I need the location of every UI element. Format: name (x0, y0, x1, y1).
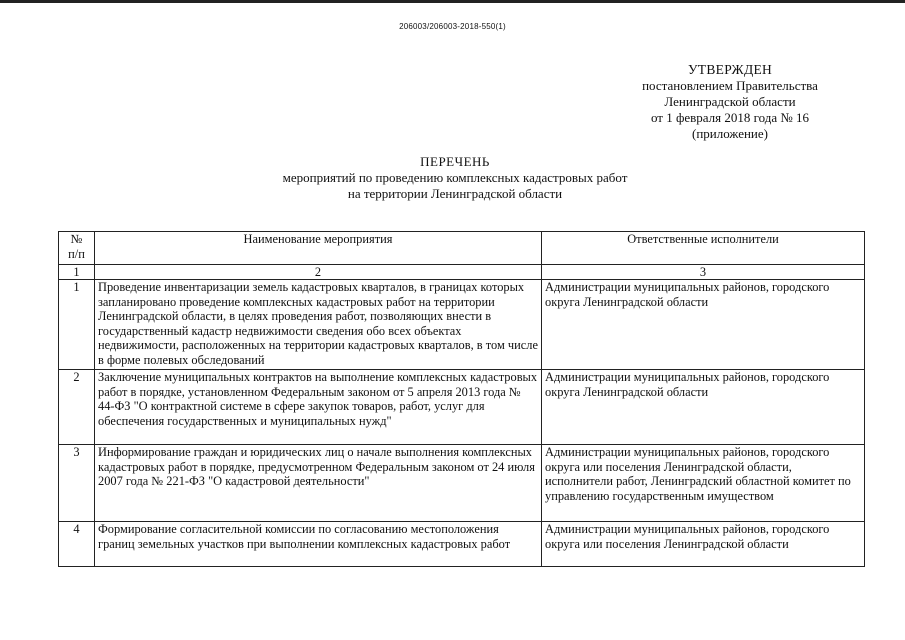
row-executors: Администрации муниципальных районов, городского округа Ленинградской области (542, 280, 865, 370)
page-top-edge (0, 0, 905, 3)
row-measure-name: Формирование согласительной комиссии по согласованию местоположения границ земельных участков при выполнении комплексных кадастровых работ (95, 522, 542, 567)
column-numbers-row (59, 265, 865, 280)
row-number: 1 (59, 280, 95, 370)
row-executors: Администрации муниципальных районов, городского округа Ленинградской области (542, 370, 865, 445)
row-measure-name: Заключение муниципальных контрактов на выполнение комплексных кадастровых работ в порядке, установленном Федеральным законом от 5 апреля 2013 года № 44-ФЗ "О контрактной системе в сфере закупок товаров, работ, услуг для обеспечения государственных и муниципальных нужд" (95, 370, 542, 445)
header-name: Наименование мероприятия (95, 232, 542, 265)
document-id: 206003/206003-2018-550(1) (399, 22, 506, 31)
approval-line-1: постановлением Правительства (642, 78, 818, 93)
header-executors: Ответственные исполнители (542, 232, 865, 265)
row-number: 2 (59, 370, 95, 445)
table-row (59, 445, 865, 522)
heading-subtitle-1: мероприятий по проведению комплексных кадастровых работ (282, 170, 628, 185)
row-measure-name: Проведение инвентаризации земель кадастровых кварталов, в границах которых запланировано проведение комплексных кадастровых работ на территории Ленинградской области, в целях проведения работ, позволяющих внести в государственный кадастр недвижимости сведения обо всех объектах недвижимости, расположенных на территории кадастровых кварталов, в том числе в форме полевых обследований (95, 280, 542, 370)
row-number: 3 (59, 445, 95, 522)
heading-subtitle-2: на территории Ленинградской области (347, 186, 563, 201)
approval-line-2: Ленинградской области (664, 94, 796, 109)
column-number: 3 (542, 265, 865, 280)
approval-line-4: (приложение) (691, 126, 768, 141)
table-header-row (59, 232, 865, 265)
row-executors: Администрации муниципальных районов, городского округа или поселения Ленинградской области, исполнители работ, Ленинградский областной комитет по управлению государственным имуществом (542, 445, 865, 522)
table-row (59, 522, 865, 567)
approval-title: УТВЕРЖДЕН (687, 62, 773, 77)
approval-block (600, 62, 860, 142)
header-num (59, 232, 95, 265)
row-number: 4 (59, 522, 95, 567)
row-executors: Администрации муниципальных районов, городского округа или поселения Ленинградской области (542, 522, 865, 567)
header-num-line-1: № (70, 232, 83, 246)
heading-title: ПЕРЕЧЕНЬ (420, 154, 490, 169)
table-row (59, 370, 865, 445)
measures-table (58, 231, 865, 567)
header-num-line-2: п/п (68, 246, 85, 261)
row-measure-name: Информирование граждан и юридических лиц о начале выполнения комплексных кадастровых работ в порядке, предусмотренном Федеральным законом от 24 июля 2007 года № 221-ФЗ "О кадастровой деятельности" (95, 445, 542, 522)
approval-line-3: от 1 февраля 2018 года № 16 (650, 110, 810, 125)
column-number: 1 (59, 265, 95, 280)
table-row (59, 280, 865, 370)
column-number: 2 (95, 265, 542, 280)
document-heading (240, 154, 670, 202)
